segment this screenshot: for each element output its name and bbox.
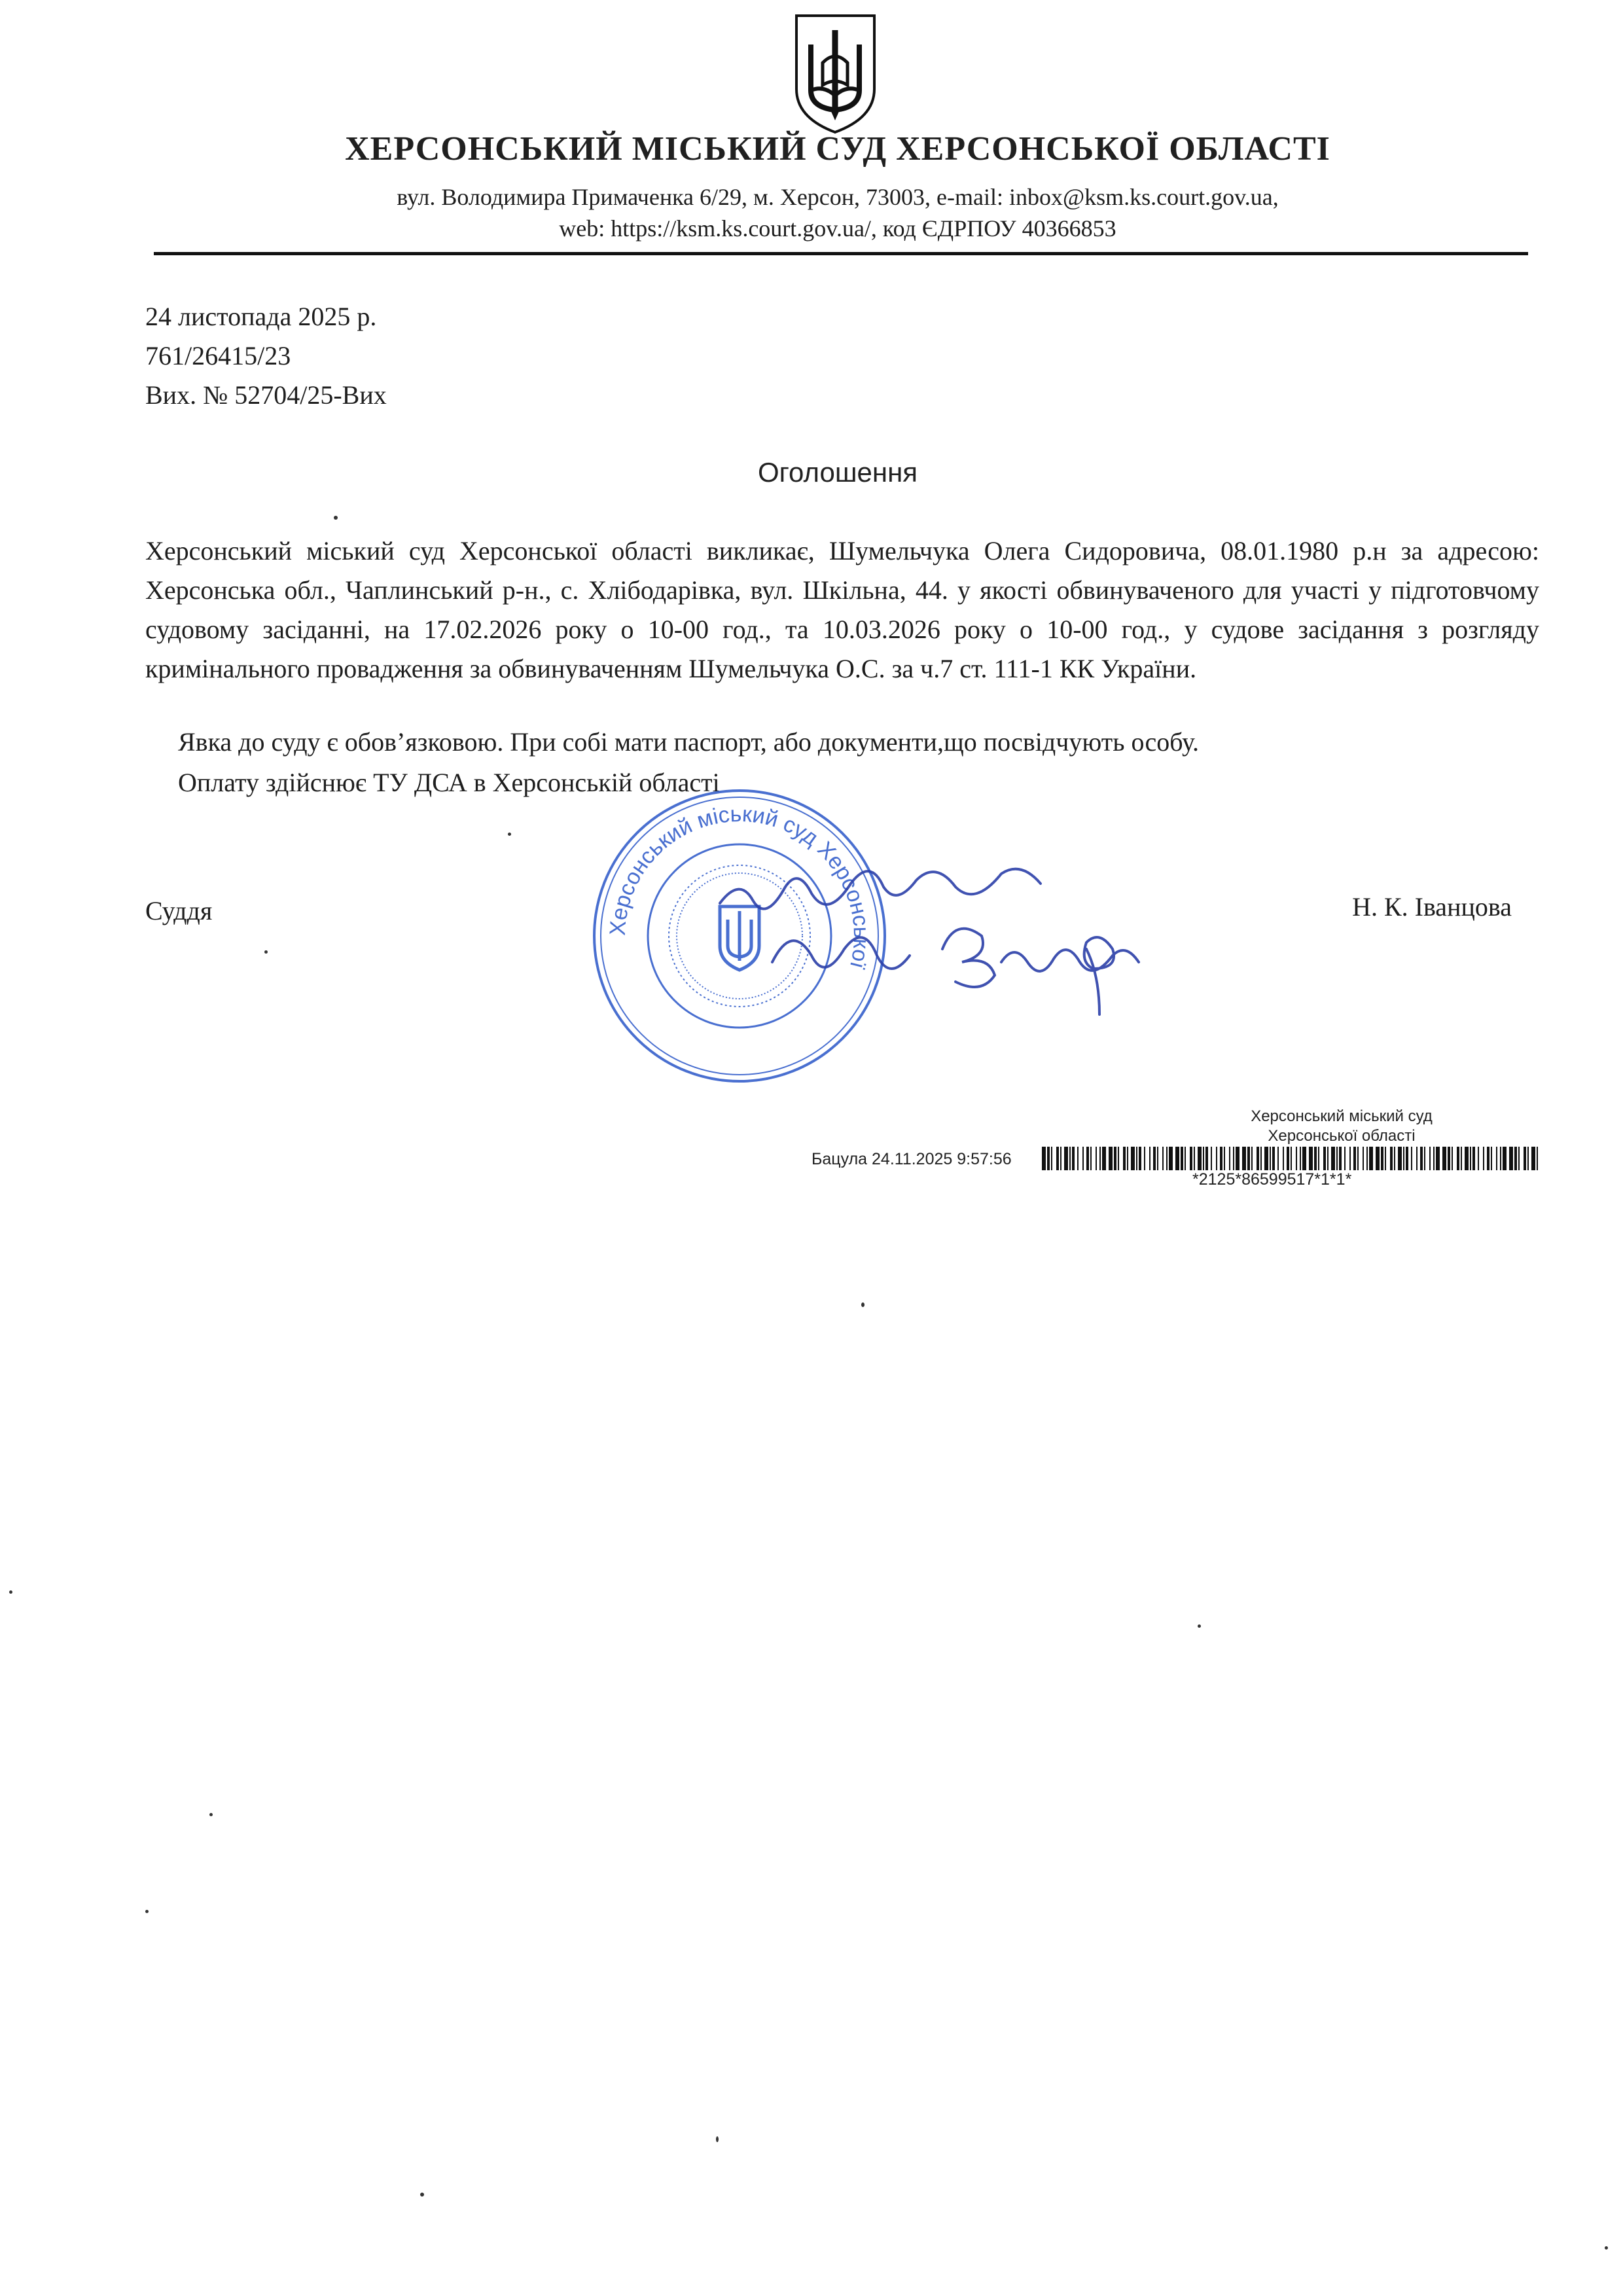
signer-role: Суддя	[145, 896, 213, 925]
summons-paragraph: Херсонський міський суд Херсонської області викликає, Шумельчука Олега Сидоровича, 08.01.1980 р.н за адресою: Херсонська обл., Чаплинський р-н., с. Хлібодарівка, вул. Шкільна, 44. у якості обвинуваченого для участі у підготовчому судовому засіданні, на 17.02.2026 року о 10-00 год., та 10.03.2026 року о 10-00 год., у судове засідання з розгляду кримінального провадження за обвинуваченням Шумельчука О.С. за ч.7 ст. 111-1 КК України.	[145, 536, 1539, 683]
document-title: Оголошення	[757, 457, 918, 488]
scan-speck	[1605, 2246, 1608, 2250]
scan-speck	[420, 2193, 424, 2197]
scan-speck	[861, 1302, 865, 1307]
edoc-court-region: Херсонської області	[1268, 1127, 1416, 1145]
payment-note: Оплату здійснює ТУ ДСА в Херсонській області	[178, 768, 720, 797]
barcode-number: *2125*86599517*1*1*	[1192, 1170, 1352, 1189]
attendance-note: Явка до суду є обов’язковою. При собі мати паспорт, або документи,що посвідчують особу.	[178, 727, 1200, 757]
scan-speck	[716, 2136, 719, 2142]
scan-speck	[9, 1590, 12, 1594]
court-address: вул. Володимира Примаченка 6/29, м. Херсон, 73003, e-mail: inbox@ksm.ks.court.gov.ua,	[397, 184, 1279, 210]
scan-speck	[508, 833, 511, 836]
signer-name: Н. К. Іванцова	[1352, 892, 1512, 922]
scan-speck	[264, 950, 268, 954]
case-number: 761/26415/23	[145, 341, 291, 370]
scan-speck	[209, 1813, 213, 1816]
edoc-court-name: Херсонський міський суд	[1251, 1107, 1433, 1125]
scan-speck	[145, 1910, 149, 1913]
barcode	[1042, 1147, 1539, 1170]
scan-speck	[1198, 1624, 1201, 1628]
outgoing-number: Вих. № 52704/25-Вих	[145, 380, 387, 410]
document-date: 24 листопада 2025 р.	[145, 302, 377, 331]
handwritten-certification	[694, 851, 1165, 1060]
seal-text: Херсонський міський суд Херсонської	[605, 801, 874, 971]
court-name: ХЕРСОНСЬКИЙ МІСЬКИЙ СУД ХЕРСОНСЬКОЇ ОБЛАСТІ	[345, 130, 1330, 168]
edoc-signer: Бацула 24.11.2025 9:57:56	[812, 1150, 1012, 1168]
court-web: web: https://ksm.ks.court.gov.ua/, код ЄДРПОУ 40366853	[559, 215, 1116, 242]
header-divider	[154, 252, 1528, 255]
scan-speck	[334, 516, 338, 520]
trident-icon	[791, 12, 880, 136]
